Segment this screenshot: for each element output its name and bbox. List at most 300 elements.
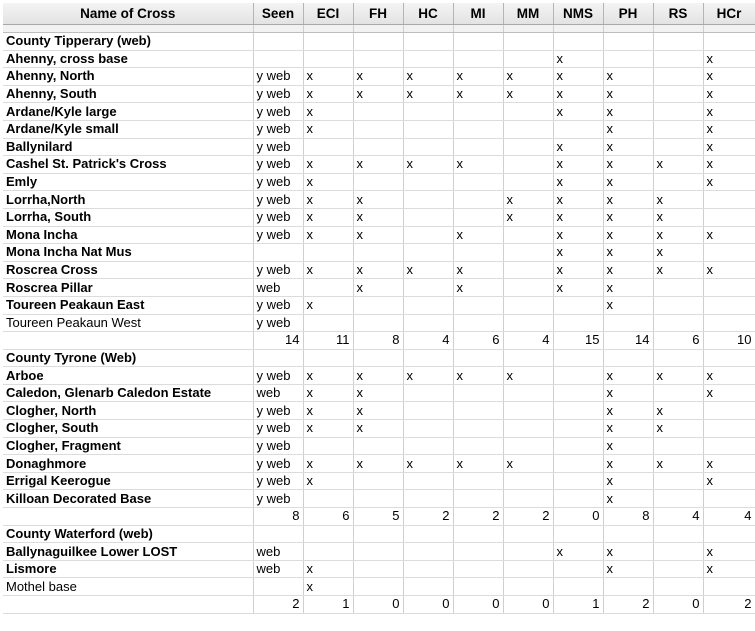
mark-cell[interactable]: x <box>453 226 503 244</box>
mark-cell[interactable] <box>303 543 353 561</box>
mark-cell[interactable]: x <box>403 455 453 473</box>
column-header-eci[interactable]: ECI <box>303 3 353 25</box>
column-header-rs[interactable]: RS <box>653 3 703 25</box>
mark-cell[interactable] <box>403 296 453 314</box>
mark-cell[interactable] <box>703 33 755 51</box>
seen-cell[interactable]: y web <box>253 261 303 279</box>
mark-cell[interactable]: x <box>303 85 353 103</box>
mark-cell[interactable]: x <box>303 156 353 174</box>
mark-cell[interactable] <box>403 402 453 420</box>
total-cell[interactable]: 1 <box>303 596 353 614</box>
mark-cell[interactable]: x <box>353 85 403 103</box>
total-cell[interactable]: 5 <box>353 508 403 526</box>
mark-cell[interactable] <box>453 208 503 226</box>
seen-cell[interactable]: y web <box>253 208 303 226</box>
mark-cell[interactable]: x <box>303 367 353 385</box>
cross-name-cell[interactable] <box>3 332 253 350</box>
mark-cell[interactable]: x <box>353 68 403 86</box>
mark-cell[interactable]: x <box>353 208 403 226</box>
cross-name-cell[interactable]: Arboe <box>3 367 253 385</box>
mark-cell[interactable]: x <box>453 261 503 279</box>
cross-name-cell[interactable]: Toureen Peakaun East <box>3 296 253 314</box>
mark-cell[interactable] <box>503 420 553 438</box>
mark-cell[interactable]: x <box>703 50 755 68</box>
mark-cell[interactable] <box>703 279 755 297</box>
mark-cell[interactable] <box>703 437 755 455</box>
mark-cell[interactable] <box>503 490 553 508</box>
mark-cell[interactable]: x <box>703 138 755 156</box>
mark-cell[interactable]: x <box>303 420 353 438</box>
total-cell[interactable]: 2 <box>503 508 553 526</box>
mark-cell[interactable]: x <box>303 68 353 86</box>
mark-cell[interactable]: x <box>353 384 403 402</box>
mark-cell[interactable] <box>303 138 353 156</box>
mark-cell[interactable]: x <box>603 191 653 209</box>
mark-cell[interactable]: x <box>303 103 353 121</box>
mark-cell[interactable] <box>353 525 403 543</box>
mark-cell[interactable] <box>553 455 603 473</box>
mark-cell[interactable] <box>553 314 603 332</box>
mark-cell[interactable]: x <box>603 490 653 508</box>
total-cell[interactable]: 6 <box>453 332 503 350</box>
seen-cell[interactable] <box>253 33 303 51</box>
mark-cell[interactable]: x <box>703 173 755 191</box>
mark-cell[interactable] <box>403 472 453 490</box>
mark-cell[interactable]: x <box>303 578 353 596</box>
total-cell[interactable]: 4 <box>403 332 453 350</box>
mark-cell[interactable] <box>503 560 553 578</box>
seen-cell[interactable]: y web <box>253 296 303 314</box>
mark-cell[interactable]: x <box>553 173 603 191</box>
mark-cell[interactable] <box>353 33 403 51</box>
mark-cell[interactable] <box>403 490 453 508</box>
cross-name-cell[interactable] <box>3 508 253 526</box>
mark-cell[interactable] <box>503 261 553 279</box>
mark-cell[interactable] <box>403 33 453 51</box>
mark-cell[interactable] <box>353 138 403 156</box>
mark-cell[interactable]: x <box>603 138 653 156</box>
total-cell[interactable]: 8 <box>603 508 653 526</box>
mark-cell[interactable]: x <box>453 367 503 385</box>
mark-cell[interactable]: x <box>603 402 653 420</box>
mark-cell[interactable] <box>403 349 453 367</box>
total-cell[interactable]: 0 <box>553 508 603 526</box>
mark-cell[interactable]: x <box>503 208 553 226</box>
mark-cell[interactable] <box>503 156 553 174</box>
mark-cell[interactable] <box>353 578 403 596</box>
mark-cell[interactable] <box>503 103 553 121</box>
mark-cell[interactable] <box>553 367 603 385</box>
cross-name-cell[interactable]: Ahenny, North <box>3 68 253 86</box>
mark-cell[interactable] <box>453 120 503 138</box>
mark-cell[interactable] <box>353 349 403 367</box>
mark-cell[interactable] <box>653 279 703 297</box>
mark-cell[interactable]: x <box>653 420 703 438</box>
mark-cell[interactable] <box>353 296 403 314</box>
mark-cell[interactable]: x <box>453 279 503 297</box>
mark-cell[interactable] <box>503 33 553 51</box>
mark-cell[interactable]: x <box>603 384 653 402</box>
mark-cell[interactable]: x <box>553 68 603 86</box>
mark-cell[interactable]: x <box>453 156 503 174</box>
mark-cell[interactable] <box>503 349 553 367</box>
mark-cell[interactable] <box>403 437 453 455</box>
mark-cell[interactable] <box>353 472 403 490</box>
mark-cell[interactable] <box>303 244 353 262</box>
total-cell[interactable]: 0 <box>403 596 453 614</box>
mark-cell[interactable]: x <box>303 455 353 473</box>
mark-cell[interactable]: x <box>303 384 353 402</box>
mark-cell[interactable] <box>703 420 755 438</box>
cross-name-cell[interactable]: Killoan Decorated Base <box>3 490 253 508</box>
mark-cell[interactable]: x <box>603 103 653 121</box>
mark-cell[interactable] <box>403 226 453 244</box>
total-cell[interactable]: 2 <box>453 508 503 526</box>
mark-cell[interactable]: x <box>703 226 755 244</box>
seen-cell[interactable]: y web <box>253 68 303 86</box>
mark-cell[interactable] <box>603 525 653 543</box>
mark-cell[interactable] <box>453 244 503 262</box>
total-cell[interactable]: 14 <box>603 332 653 350</box>
mark-cell[interactable] <box>453 50 503 68</box>
column-header-seen[interactable]: Seen <box>253 3 303 25</box>
seen-cell[interactable]: y web <box>253 402 303 420</box>
mark-cell[interactable] <box>453 314 503 332</box>
mark-cell[interactable]: x <box>653 455 703 473</box>
mark-cell[interactable]: x <box>553 156 603 174</box>
mark-cell[interactable] <box>403 138 453 156</box>
mark-cell[interactable] <box>503 138 553 156</box>
mark-cell[interactable] <box>503 296 553 314</box>
mark-cell[interactable]: x <box>653 208 703 226</box>
mark-cell[interactable] <box>303 279 353 297</box>
mark-cell[interactable]: x <box>603 367 653 385</box>
total-cell[interactable]: 1 <box>553 596 603 614</box>
mark-cell[interactable]: x <box>353 367 403 385</box>
mark-cell[interactable] <box>553 437 603 455</box>
county-name-cell[interactable]: County Waterford (web) <box>3 525 253 543</box>
mark-cell[interactable] <box>503 384 553 402</box>
cross-name-cell[interactable]: Cashel St. Patrick's Cross <box>3 156 253 174</box>
cross-name-cell[interactable]: Ballynaguilkee Lower LOST <box>3 543 253 561</box>
mark-cell[interactable]: x <box>653 261 703 279</box>
mark-cell[interactable] <box>403 314 453 332</box>
mark-cell[interactable] <box>403 543 453 561</box>
mark-cell[interactable] <box>703 191 755 209</box>
mark-cell[interactable] <box>653 50 703 68</box>
seen-cell[interactable] <box>253 525 303 543</box>
mark-cell[interactable] <box>653 85 703 103</box>
seen-cell[interactable] <box>253 578 303 596</box>
cross-name-cell[interactable] <box>3 596 253 614</box>
total-cell[interactable]: 8 <box>353 332 403 350</box>
mark-cell[interactable] <box>353 50 403 68</box>
mark-cell[interactable] <box>653 68 703 86</box>
mark-cell[interactable]: x <box>603 261 653 279</box>
mark-cell[interactable] <box>403 525 453 543</box>
mark-cell[interactable]: x <box>703 85 755 103</box>
mark-cell[interactable] <box>653 138 703 156</box>
mark-cell[interactable]: x <box>353 420 403 438</box>
mark-cell[interactable] <box>653 472 703 490</box>
seen-cell[interactable] <box>253 50 303 68</box>
mark-cell[interactable] <box>303 349 353 367</box>
mark-cell[interactable]: x <box>653 191 703 209</box>
mark-cell[interactable]: x <box>603 279 653 297</box>
mark-cell[interactable] <box>453 33 503 51</box>
mark-cell[interactable]: x <box>353 226 403 244</box>
county-name-cell[interactable]: County Tipperary (web) <box>3 33 253 51</box>
cross-name-cell[interactable]: Ballynilard <box>3 138 253 156</box>
cross-name-cell[interactable]: Clogher, South <box>3 420 253 438</box>
mark-cell[interactable]: x <box>653 402 703 420</box>
mark-cell[interactable] <box>703 490 755 508</box>
mark-cell[interactable] <box>453 560 503 578</box>
seen-cell[interactable]: web <box>253 279 303 297</box>
mark-cell[interactable] <box>553 560 603 578</box>
mark-cell[interactable] <box>603 33 653 51</box>
mark-cell[interactable] <box>503 173 553 191</box>
mark-cell[interactable] <box>453 525 503 543</box>
mark-cell[interactable]: x <box>353 261 403 279</box>
mark-cell[interactable]: x <box>303 472 353 490</box>
mark-cell[interactable] <box>653 103 703 121</box>
mark-cell[interactable] <box>353 103 403 121</box>
mark-cell[interactable] <box>503 543 553 561</box>
mark-cell[interactable]: x <box>603 560 653 578</box>
seen-cell[interactable]: y web <box>253 103 303 121</box>
mark-cell[interactable] <box>453 103 503 121</box>
mark-cell[interactable] <box>653 33 703 51</box>
mark-cell[interactable] <box>453 191 503 209</box>
mark-cell[interactable]: x <box>303 402 353 420</box>
mark-cell[interactable] <box>353 120 403 138</box>
mark-cell[interactable]: x <box>553 85 603 103</box>
mark-cell[interactable] <box>403 244 453 262</box>
mark-cell[interactable]: x <box>603 68 653 86</box>
mark-cell[interactable] <box>503 437 553 455</box>
mark-cell[interactable] <box>403 50 453 68</box>
mark-cell[interactable]: x <box>553 543 603 561</box>
mark-cell[interactable] <box>653 578 703 596</box>
mark-cell[interactable] <box>653 296 703 314</box>
mark-cell[interactable] <box>653 314 703 332</box>
total-cell[interactable]: 14 <box>253 332 303 350</box>
mark-cell[interactable] <box>703 402 755 420</box>
mark-cell[interactable]: x <box>303 173 353 191</box>
column-header-hc[interactable]: HC <box>403 3 453 25</box>
seen-cell[interactable]: web <box>253 560 303 578</box>
mark-cell[interactable]: x <box>353 156 403 174</box>
mark-cell[interactable] <box>403 279 453 297</box>
mark-cell[interactable] <box>453 472 503 490</box>
total-cell[interactable]: 0 <box>653 596 703 614</box>
mark-cell[interactable] <box>353 560 403 578</box>
mark-cell[interactable]: x <box>653 156 703 174</box>
mark-cell[interactable]: x <box>553 138 603 156</box>
mark-cell[interactable]: x <box>703 120 755 138</box>
mark-cell[interactable]: x <box>453 68 503 86</box>
mark-cell[interactable]: x <box>353 402 403 420</box>
seen-cell[interactable]: y web <box>253 437 303 455</box>
mark-cell[interactable] <box>603 349 653 367</box>
mark-cell[interactable] <box>503 279 553 297</box>
mark-cell[interactable] <box>453 349 503 367</box>
mark-cell[interactable] <box>403 173 453 191</box>
seen-cell[interactable]: y web <box>253 455 303 473</box>
mark-cell[interactable]: x <box>403 367 453 385</box>
mark-cell[interactable] <box>553 384 603 402</box>
cross-name-cell[interactable]: Ardane/Kyle large <box>3 103 253 121</box>
seen-cell[interactable]: y web <box>253 490 303 508</box>
mark-cell[interactable]: x <box>703 543 755 561</box>
mark-cell[interactable]: x <box>403 261 453 279</box>
mark-cell[interactable] <box>653 173 703 191</box>
mark-cell[interactable]: x <box>603 455 653 473</box>
seen-cell[interactable]: y web <box>253 85 303 103</box>
mark-cell[interactable] <box>403 560 453 578</box>
mark-cell[interactable]: x <box>603 208 653 226</box>
mark-cell[interactable] <box>303 33 353 51</box>
mark-cell[interactable]: x <box>603 226 653 244</box>
mark-cell[interactable] <box>353 314 403 332</box>
cross-name-cell[interactable]: Clogher, North <box>3 402 253 420</box>
seen-cell[interactable]: y web <box>253 138 303 156</box>
mark-cell[interactable] <box>603 578 653 596</box>
mark-cell[interactable]: x <box>603 156 653 174</box>
mark-cell[interactable] <box>503 50 553 68</box>
mark-cell[interactable]: x <box>603 420 653 438</box>
mark-cell[interactable]: x <box>303 560 353 578</box>
column-header-nms[interactable]: NMS <box>553 3 603 25</box>
mark-cell[interactable] <box>703 525 755 543</box>
seen-cell[interactable]: web <box>253 384 303 402</box>
mark-cell[interactable]: x <box>603 173 653 191</box>
mark-cell[interactable] <box>553 33 603 51</box>
mark-cell[interactable]: x <box>503 68 553 86</box>
mark-cell[interactable]: x <box>703 560 755 578</box>
county-name-cell[interactable]: County Tyrone (Web) <box>3 349 253 367</box>
total-cell[interactable]: 4 <box>653 508 703 526</box>
mark-cell[interactable] <box>303 490 353 508</box>
mark-cell[interactable] <box>453 437 503 455</box>
seen-cell[interactable]: y web <box>253 314 303 332</box>
mark-cell[interactable]: x <box>303 191 353 209</box>
total-cell[interactable]: 0 <box>503 596 553 614</box>
mark-cell[interactable]: x <box>553 50 603 68</box>
mark-cell[interactable] <box>553 420 603 438</box>
cross-name-cell[interactable]: Toureen Peakaun West <box>3 314 253 332</box>
mark-cell[interactable] <box>453 420 503 438</box>
total-cell[interactable]: 10 <box>703 332 755 350</box>
total-cell[interactable]: 2 <box>703 596 755 614</box>
mark-cell[interactable]: x <box>553 191 603 209</box>
mark-cell[interactable] <box>453 578 503 596</box>
mark-cell[interactable] <box>653 490 703 508</box>
cross-name-cell[interactable]: Roscrea Pillar <box>3 279 253 297</box>
mark-cell[interactable] <box>303 525 353 543</box>
mark-cell[interactable]: x <box>653 244 703 262</box>
mark-cell[interactable]: x <box>653 226 703 244</box>
mark-cell[interactable] <box>403 420 453 438</box>
mark-cell[interactable]: x <box>603 472 653 490</box>
mark-cell[interactable] <box>453 490 503 508</box>
mark-cell[interactable]: x <box>603 437 653 455</box>
total-cell[interactable]: 8 <box>253 508 303 526</box>
mark-cell[interactable] <box>553 490 603 508</box>
mark-cell[interactable] <box>703 244 755 262</box>
seen-cell[interactable]: y web <box>253 156 303 174</box>
mark-cell[interactable] <box>403 120 453 138</box>
cross-name-cell[interactable]: Emly <box>3 173 253 191</box>
mark-cell[interactable] <box>503 472 553 490</box>
mark-cell[interactable] <box>703 349 755 367</box>
mark-cell[interactable]: x <box>353 455 403 473</box>
mark-cell[interactable] <box>553 402 603 420</box>
cross-name-cell[interactable]: Donaghmore <box>3 455 253 473</box>
mark-cell[interactable]: x <box>703 455 755 473</box>
total-cell[interactable]: 15 <box>553 332 603 350</box>
mark-cell[interactable]: x <box>703 384 755 402</box>
column-header-mm[interactable]: MM <box>503 3 553 25</box>
total-cell[interactable]: 4 <box>503 332 553 350</box>
mark-cell[interactable] <box>503 120 553 138</box>
mark-cell[interactable]: x <box>553 226 603 244</box>
total-cell[interactable]: 6 <box>653 332 703 350</box>
total-cell[interactable]: 2 <box>403 508 453 526</box>
column-header-hcr[interactable]: HCr <box>703 3 755 25</box>
cross-name-cell[interactable]: Caledon, Glenarb Caledon Estate <box>3 384 253 402</box>
total-cell[interactable]: 2 <box>603 596 653 614</box>
mark-cell[interactable] <box>553 296 603 314</box>
cross-name-cell[interactable]: Lorrha, South <box>3 208 253 226</box>
mark-cell[interactable] <box>453 543 503 561</box>
cross-name-cell[interactable]: Roscrea Cross <box>3 261 253 279</box>
seen-cell[interactable]: web <box>253 543 303 561</box>
mark-cell[interactable] <box>353 173 403 191</box>
mark-cell[interactable] <box>703 208 755 226</box>
mark-cell[interactable] <box>653 384 703 402</box>
mark-cell[interactable]: x <box>703 472 755 490</box>
mark-cell[interactable]: x <box>553 103 603 121</box>
mark-cell[interactable]: x <box>603 85 653 103</box>
column-header-fh[interactable]: FH <box>353 3 403 25</box>
mark-cell[interactable] <box>653 543 703 561</box>
mark-cell[interactable] <box>353 543 403 561</box>
mark-cell[interactable]: x <box>603 120 653 138</box>
mark-cell[interactable]: x <box>453 85 503 103</box>
mark-cell[interactable]: x <box>503 455 553 473</box>
mark-cell[interactable]: x <box>303 296 353 314</box>
mark-cell[interactable]: x <box>553 261 603 279</box>
seen-cell[interactable]: y web <box>253 226 303 244</box>
mark-cell[interactable]: x <box>603 244 653 262</box>
mark-cell[interactable] <box>703 296 755 314</box>
mark-cell[interactable]: x <box>303 226 353 244</box>
mark-cell[interactable] <box>353 244 403 262</box>
cross-name-cell[interactable]: Lorrha,North <box>3 191 253 209</box>
mark-cell[interactable] <box>503 226 553 244</box>
mark-cell[interactable]: x <box>703 261 755 279</box>
mark-cell[interactable]: x <box>403 156 453 174</box>
mark-cell[interactable]: x <box>453 455 503 473</box>
mark-cell[interactable] <box>453 384 503 402</box>
mark-cell[interactable] <box>653 120 703 138</box>
mark-cell[interactable] <box>553 525 603 543</box>
total-cell[interactable]: 0 <box>453 596 503 614</box>
cross-name-cell[interactable]: Ahenny, South <box>3 85 253 103</box>
seen-cell[interactable]: y web <box>253 472 303 490</box>
